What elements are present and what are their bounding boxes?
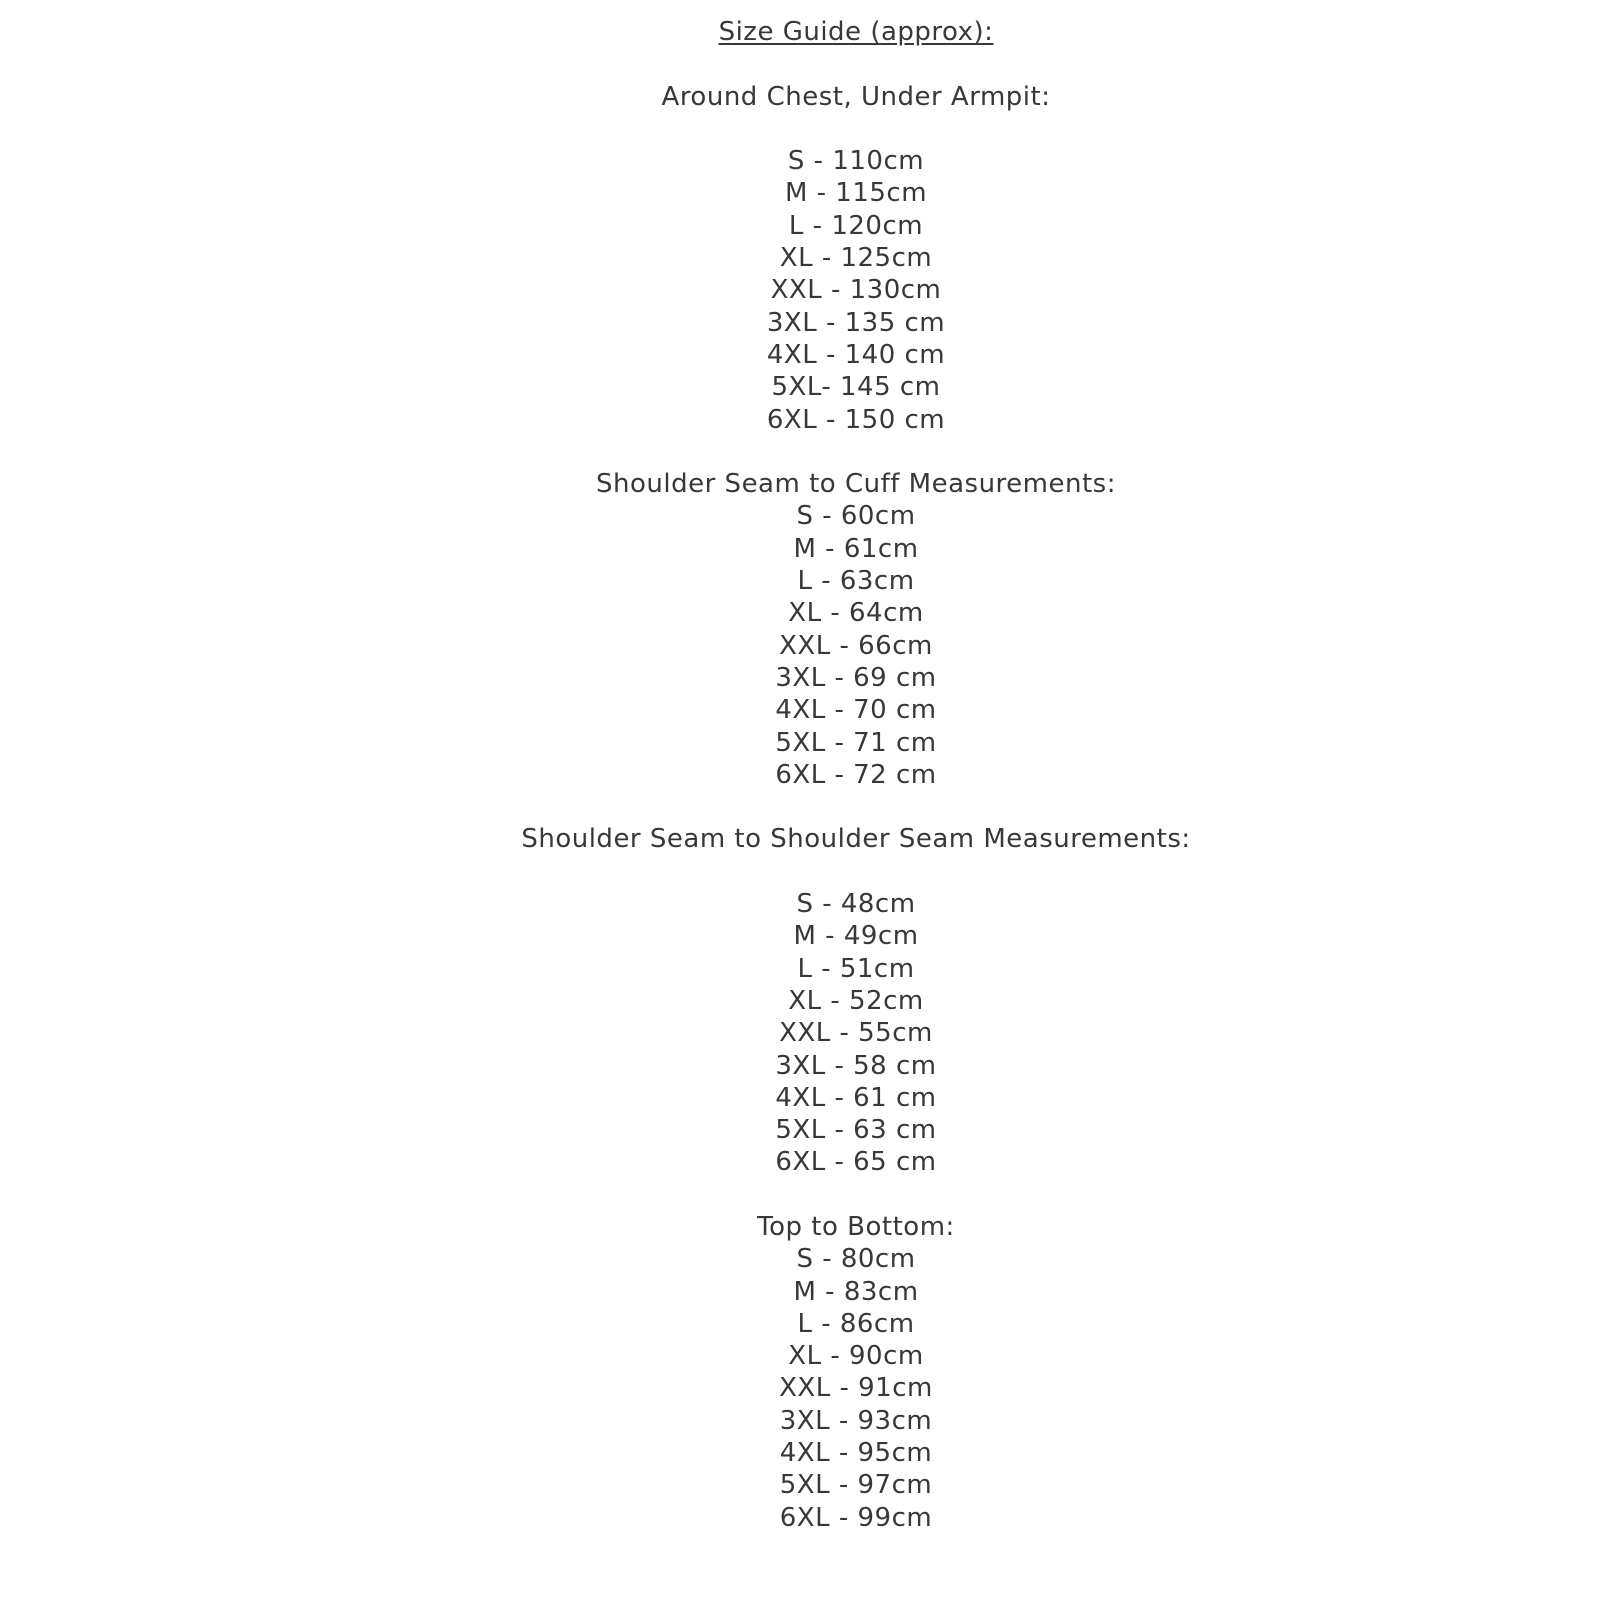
size-row-chest-3xl: 3XL - 135 cm <box>766 307 946 338</box>
blank-line <box>112 791 1600 823</box>
size-row-seam-6xl: 6XL - 65 cm <box>775 1147 937 1178</box>
size-row-seam-l: L - 51cm <box>797 953 915 984</box>
size-row-chest-m: M - 115cm <box>784 178 928 209</box>
size-row-cuff-s: S - 60cm <box>796 501 916 532</box>
size-row-seam-xxl: XXL - 55cm <box>779 1018 933 1049</box>
size-row-cuff-xl: XL - 64cm <box>788 598 924 629</box>
blank-line <box>112 113 1600 145</box>
size-row-length-5xl: 5XL - 97cm <box>779 1470 933 1501</box>
size-row-length-xxl: XXL - 91cm <box>779 1373 933 1404</box>
size-row-seam-m: M - 49cm <box>793 921 919 952</box>
section-header-seam-to-cuff: Shoulder Seam to Cuff Measurements: <box>596 469 1116 500</box>
size-row-seam-xl: XL - 52cm <box>788 985 924 1016</box>
blank-line <box>112 1179 1600 1211</box>
size-row-seam-5xl: 5XL - 63 cm <box>775 1115 937 1146</box>
size-row-chest-xxl: XXL - 130cm <box>770 275 942 306</box>
size-row-seam-3xl: 3XL - 58 cm <box>775 1050 937 1081</box>
size-row-cuff-5xl: 5XL - 71 cm <box>775 727 937 758</box>
page-title: Size Guide (approx): <box>718 17 994 47</box>
size-row-seam-4xl: 4XL - 61 cm <box>775 1082 937 1113</box>
section-header-around-chest: Around Chest, Under Armpit: <box>661 81 1051 112</box>
size-row-cuff-l: L - 63cm <box>797 566 915 597</box>
size-row-seam-s: S - 48cm <box>796 889 916 920</box>
size-row-length-4xl: 4XL - 95cm <box>779 1438 933 1469</box>
size-row-cuff-6xl: 6XL - 72 cm <box>775 759 937 790</box>
size-row-length-l: L - 86cm <box>797 1308 915 1339</box>
size-row-length-s: S - 80cm <box>796 1244 916 1275</box>
size-row-cuff-3xl: 3XL - 69 cm <box>775 662 937 693</box>
size-row-length-m: M - 83cm <box>793 1276 919 1307</box>
section-header-top-to-bottom: Top to Bottom: <box>757 1211 955 1242</box>
size-row-cuff-xxl: XXL - 66cm <box>779 630 933 661</box>
size-row-cuff-4xl: 4XL - 70 cm <box>775 695 937 726</box>
blank-line <box>112 856 1600 888</box>
size-row-cuff-m: M - 61cm <box>793 533 919 564</box>
size-row-length-3xl: 3XL - 93cm <box>779 1405 933 1436</box>
size-row-chest-4xl: 4XL - 140 cm <box>766 339 946 370</box>
blank-line <box>112 436 1600 468</box>
size-row-chest-xl: XL - 125cm <box>779 243 933 274</box>
size-row-chest-l: L - 120cm <box>788 210 924 241</box>
size-row-chest-6xl: 6XL - 150 cm <box>766 404 946 435</box>
size-row-chest-5xl: 5XL- 145 cm <box>771 372 941 403</box>
blank-line <box>112 48 1600 80</box>
size-row-length-xl: XL - 90cm <box>788 1341 924 1372</box>
section-header-seam-to-seam: Shoulder Seam to Shoulder Seam Measurements: <box>521 824 1191 855</box>
size-row-length-6xl: 6XL - 99cm <box>779 1502 933 1533</box>
size-row-chest-s: S - 110cm <box>787 146 925 177</box>
